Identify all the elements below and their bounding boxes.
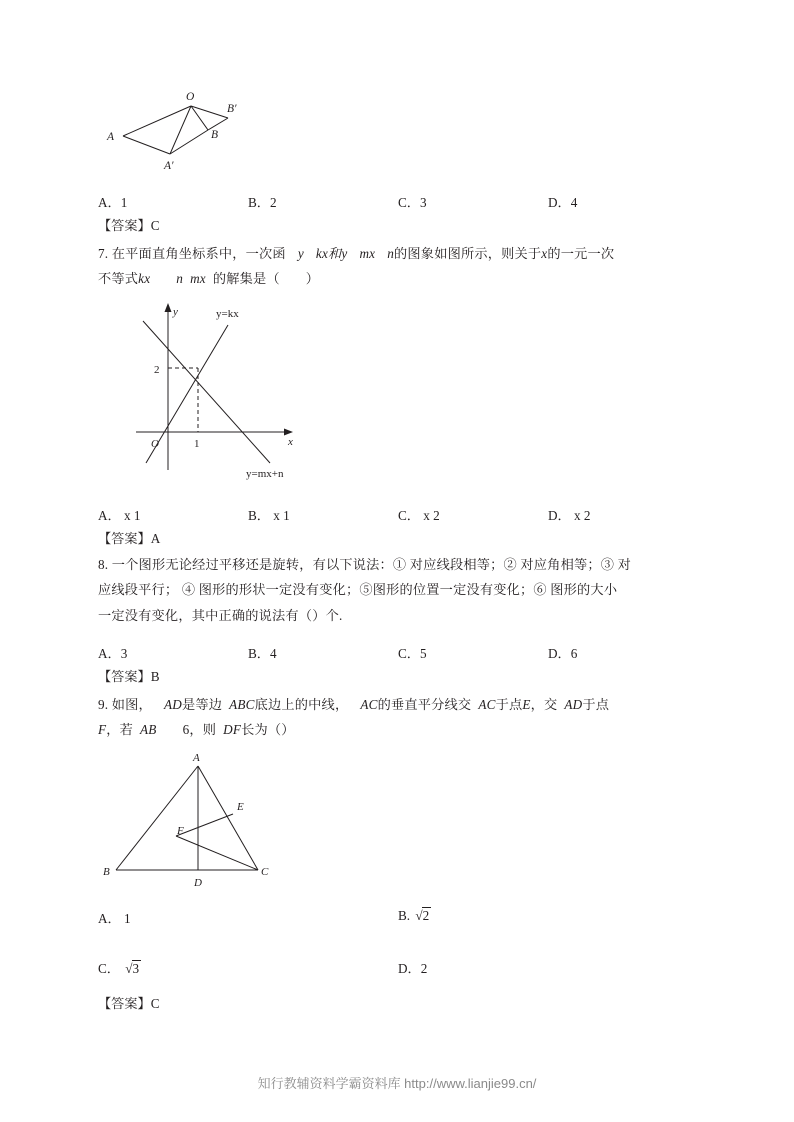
- stem-q8: [98, 552, 698, 628]
- option-q9-d[interactable]: D．2: [398, 961, 428, 976]
- option-q8-c[interactable]: C．5: [398, 646, 427, 661]
- option-q7-a[interactable]: A． x 1: [98, 508, 141, 523]
- stem-q7-line2-pre: 不等式: [98, 271, 139, 287]
- stem-q7-m4: n: [387, 246, 395, 261]
- option-q7-b[interactable]: B． x 1: [248, 508, 290, 523]
- line-label-y-mxn: y=mx+n: [246, 468, 284, 480]
- stem-q7-m7: mx: [190, 271, 206, 287]
- stem-q9-ab: AB: [140, 722, 157, 738]
- option-q9-c-label: C．: [98, 961, 120, 976]
- stem-q9: [98, 692, 698, 743]
- stem-q9-2d: 6: [182, 722, 190, 738]
- figure-q9-label-C: C: [261, 866, 269, 878]
- stem-q7-line1-tail: 的图象如图所示，则关于: [394, 246, 542, 261]
- figure-label-O: O: [186, 91, 195, 103]
- option-q6-d[interactable]: D．4: [548, 195, 578, 210]
- figure-label-B-prime: B′: [227, 103, 237, 115]
- stem-q9-e: E: [522, 697, 531, 712]
- stem-q7-m1: y: [297, 246, 304, 261]
- tick-label-y-2: 2: [154, 364, 160, 376]
- stem-q9-ac2: AC: [478, 697, 496, 712]
- figure-q9-label-E: E: [237, 801, 244, 813]
- option-q6-b[interactable]: B．2: [248, 195, 277, 210]
- answer-q7: 【答案】A: [98, 531, 161, 546]
- option-q7-d[interactable]: D． x 2: [548, 508, 591, 523]
- stem-q7: [98, 241, 698, 292]
- figure-label-B: B: [211, 129, 219, 141]
- stem-q7-m5: kx: [138, 271, 151, 287]
- stem-q9-2b: ，若: [106, 722, 134, 738]
- stem-q9-2e: ，则: [189, 722, 217, 738]
- stem-q8-line3: 一定没有变化，其中正确的说法有（）个.: [98, 607, 343, 623]
- stem-q9-df: DF: [223, 722, 242, 738]
- stem-q7-line1-text: 7. 在平面直角坐标系中，一次函: [98, 246, 286, 261]
- line-label-y-kx: y=kx: [216, 308, 239, 320]
- options-q9-row1: [98, 908, 698, 927]
- figure-q9-label-D: D: [194, 877, 202, 889]
- figure-q9-label-B: B: [103, 866, 110, 878]
- stem-q7-m6: n: [176, 271, 184, 287]
- stem-q7-line2-tail: 的解集是（: [212, 271, 280, 287]
- options-q9-row2: [98, 958, 698, 977]
- stem-q9-abc: ABC: [229, 697, 255, 712]
- stem-q9-j: ，交: [530, 697, 558, 712]
- figure-q9-label-A: A: [193, 752, 200, 764]
- watermark: 知行教辅资料学霸资料库 http://www.lianjie99.cn/: [257, 1076, 537, 1091]
- stem-q7-line2-tail2: ）: [305, 271, 320, 287]
- stem-q9-b: 是等边: [181, 697, 223, 712]
- figure-label-A: A: [107, 131, 115, 143]
- stem-q9-d: 底边上的中线，: [254, 697, 349, 712]
- stem-q8-line1: 8. 一个图形无论经过平移还是旋转，有以下说法：① 对应线段相等；② 对应角相等；③ 对: [98, 557, 631, 572]
- option-q9-a[interactable]: A． 1: [98, 911, 131, 926]
- stem-q9-pre: 9. 如图，: [98, 697, 152, 712]
- stem-q9-2g: 长为（）: [241, 722, 295, 738]
- figure-q7: [118, 295, 418, 485]
- options-q6: [98, 192, 698, 211]
- answer-q8: 【答案】B: [98, 669, 160, 684]
- tick-label-x-1: 1: [194, 438, 200, 450]
- option-q8-b[interactable]: B．4: [248, 646, 277, 661]
- stem-q7-line1-tail2: 的一元一次: [547, 246, 615, 261]
- answer-q6: 【答案】C: [98, 218, 160, 233]
- stem-q7-m2: kx和y: [315, 246, 348, 261]
- option-q9-b[interactable]: [398, 908, 698, 927]
- stem-q7-x: x: [541, 246, 548, 261]
- options-q8: [98, 643, 698, 662]
- stem-q7-m3: mx: [359, 246, 376, 261]
- option-q8-a[interactable]: A．3: [98, 646, 128, 661]
- answer-q9: 【答案】C: [98, 996, 160, 1011]
- axis-label-x: x: [288, 436, 293, 448]
- stem-q9-ad: AD: [163, 697, 182, 712]
- stem-q9-l: 于点: [582, 697, 610, 712]
- axis-label-y: y: [173, 306, 178, 318]
- stem-q8-line2: 应线段平行； ④ 图形的形状一定没有变化；⑤图形的位置一定没有变化；⑥ 图形的大小: [98, 582, 618, 598]
- option-q7-c[interactable]: C． x 2: [398, 508, 440, 523]
- option-q9-c[interactable]: [98, 958, 398, 977]
- option-q8-d[interactable]: D．6: [548, 646, 578, 661]
- option-q9-b-sqrt: √2: [415, 908, 430, 923]
- figure-q9-label-F: F: [177, 825, 184, 837]
- option-q6-a[interactable]: A．1: [98, 195, 128, 210]
- stem-q9-h: 于点: [495, 697, 523, 712]
- stem-q9-f: 的垂直平分线交: [377, 697, 472, 712]
- option-q9-b-label: B.: [398, 908, 411, 923]
- option-q9-c-sqrt: √3: [125, 961, 140, 976]
- stem-q9-ac1: AC: [360, 697, 378, 712]
- stem-q9-ad2: AD: [564, 697, 583, 712]
- figure-q6: [98, 82, 358, 182]
- figure-label-A-prime: A′: [164, 160, 174, 172]
- options-q7: [98, 505, 698, 524]
- axis-label-origin: O: [151, 438, 159, 450]
- option-q6-c[interactable]: C．3: [398, 195, 427, 210]
- stem-q9-f2: F: [98, 722, 107, 738]
- figure-q9: [98, 748, 398, 898]
